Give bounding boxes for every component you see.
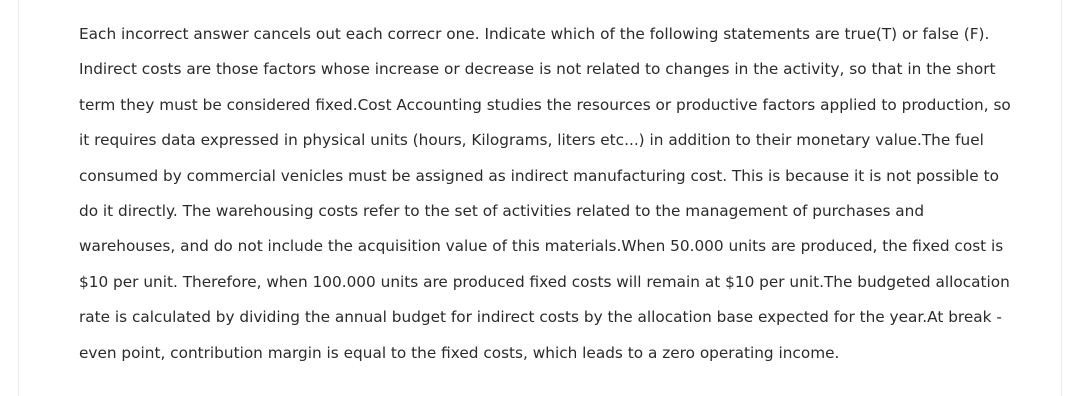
question-text (79, 17, 1039, 371)
question-line: Indirect costs are those factors whose increase or decrease is not related to changes in the activity, so that in the short (79, 60, 996, 79)
question-line: it requires data expressed in physical units (hours, Kilograms, liters etc...) in addition to their monetary value.The fuel (79, 131, 984, 150)
question-line: do it directly. The warehousing costs refer to the set of activities related to the management of purchases and (79, 202, 925, 221)
question-line: Each incorrect answer cancels out each correcr one. Indicate which of the following statements are true(T) or false (F). (79, 25, 990, 43)
question-line: consumed by commercial venicles must be assigned as indirect manufacturing cost. This is because it is not possible to (79, 166, 999, 185)
question-line: warehouses, and do not include the acquisition value of this materials.When 50.000 units are produced, the fixed cost is (79, 237, 1004, 256)
question-line: even point, contribution margin is equal to the fixed costs, which leads to a zero operating income. (79, 343, 840, 362)
question-line: rate is calculated by dividing the annual budget for indirect costs by the allocation base expected for the year.At break - (79, 308, 1002, 327)
question-line: $10 per unit. Therefore, when 100.000 units are produced fixed costs will remain at $10 per unit.The budgeted allocation (79, 272, 1010, 291)
question-line: term they must be considered fixed.Cost Accounting studies the resources or productive factors applied to production, so (79, 95, 1011, 114)
